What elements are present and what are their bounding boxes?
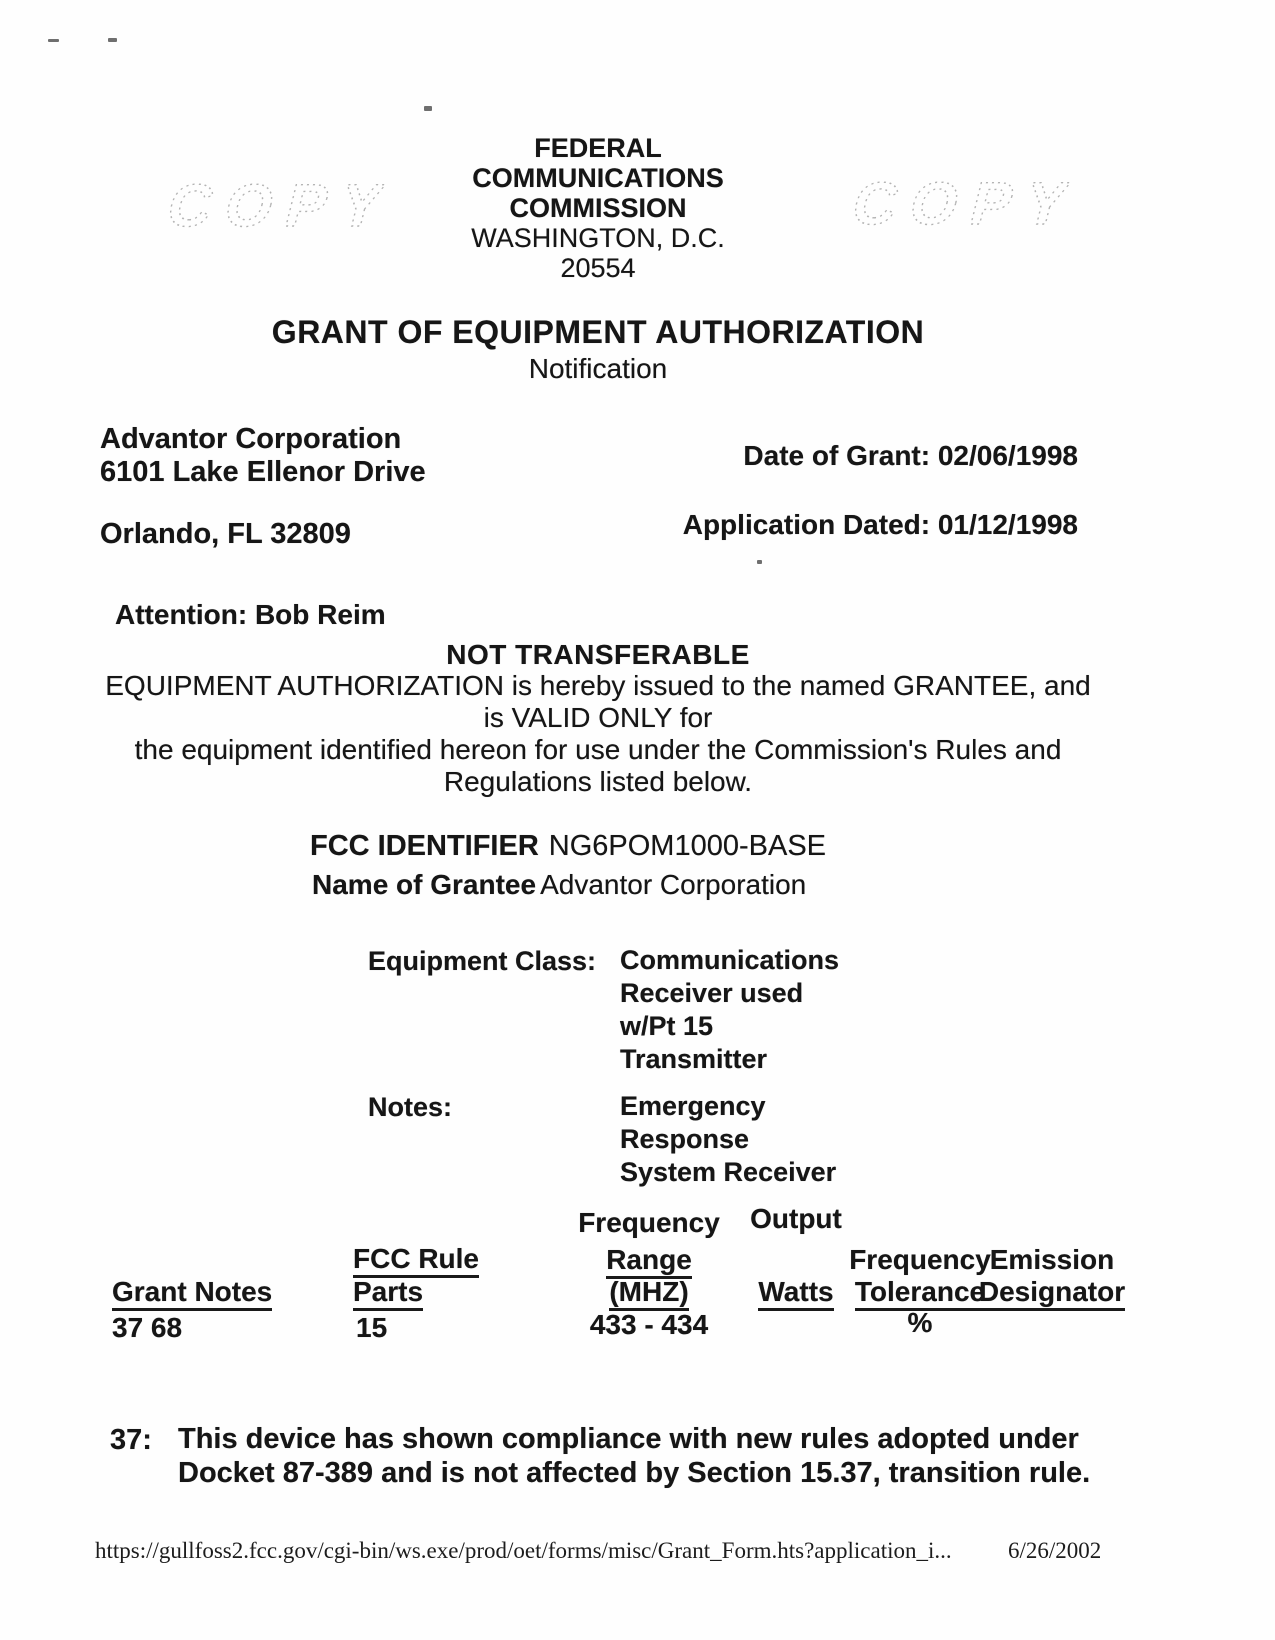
agency-city: WASHINGTON, D.C. (471, 223, 725, 253)
header-emission-designator-word2: Designator (973, 1277, 1131, 1307)
footer-date: 6/26/2002 (1008, 1538, 1102, 1563)
equipment-class-label: Equipment Class: (368, 946, 597, 976)
footer-url: https://gullfoss2.fcc.gov/cgi-bin/ws.exe/prod/oet/forms/misc/Grant_Form.hts?application_i... (95, 1538, 952, 1563)
attention-line: Attention: Bob Reim (115, 599, 386, 630)
equipment-class-value: Communications Receiver used w/Pt 15 Transmitter (620, 945, 840, 1074)
fcc-identifier-line (310, 830, 826, 863)
agency-zip: 20554 (560, 253, 636, 283)
header-grant-notes: Grant Notes (112, 1277, 272, 1307)
scan-artifact (48, 39, 59, 42)
scan-artifact (757, 560, 762, 564)
grant-note-number: 37: (110, 1424, 152, 1456)
header-fcc-rule-word1: FCC Rule (353, 1244, 479, 1274)
header-frequency-tolerance-word1: Frequency (849, 1244, 991, 1275)
scan-artifact (108, 38, 117, 42)
grantee-name: Advantor Corporation (100, 423, 402, 455)
equipment-notes-value: Emergency Response System Receiver (620, 1091, 837, 1187)
scan-artifact (424, 106, 432, 111)
name-of-grantee-line (312, 869, 806, 901)
name-of-grantee-label: Name of Grantee (312, 869, 537, 900)
row-fcc-rule-parts: 15 (356, 1312, 388, 1343)
grantee-city: Orlando, FL 32809 (100, 518, 351, 550)
fcc-identifier-label: FCC IDENTIFIER (310, 830, 539, 862)
header-fcc-rule-word2: Parts (353, 1277, 423, 1307)
row-grant-notes: 37 68 (112, 1312, 183, 1343)
agency-name-line2: COMMUNICATIONS (472, 163, 724, 193)
grantee-street: 6101 Lake Ellenor Drive (100, 456, 426, 488)
application-dated: Application Dated: 01/12/1998 (682, 509, 1078, 540)
fcc-identifier-value: NG6POM1000-BASE (548, 830, 827, 862)
document-title: GRANT OF EQUIPMENT AUTHORIZATION (271, 314, 925, 350)
name-of-grantee-value: Advantor Corporation (540, 869, 807, 900)
header-emission-designator-word1: Emission (989, 1244, 1115, 1275)
row-frequency-tolerance: % (907, 1307, 933, 1338)
header-frequency-range-word2: Range (549, 1245, 749, 1275)
not-transferable-heading: NOT TRANSFERABLE (446, 639, 750, 670)
agency-name-line3: COMMISSION (509, 193, 687, 223)
header-frequency-range-word3: (MHZ) (549, 1277, 749, 1307)
header-frequency-tolerance-word2: Tolerance (845, 1277, 995, 1307)
grant-note-text: This device has shown compliance with new rules adopted under Docket 87-389 and is not affected by Section 15.37, transition rule. (178, 1423, 1091, 1489)
header-output-word1: Output (750, 1203, 842, 1234)
agency-name-line1: FEDERAL (534, 133, 662, 163)
header-output-word2: Watts (721, 1277, 871, 1307)
equipment-notes-label: Notes: (368, 1092, 453, 1122)
authorization-paragraph: EQUIPMENT AUTHORIZATION is hereby issued to the named GRANTEE, and is VALID ONLY for the equipment identified hereon for use under the Commission's Rules and Regulations listed below. (105, 670, 1091, 797)
copy-watermark-text: COPY (160, 171, 404, 239)
row-frequency-range: 433 - 434 (589, 1309, 709, 1340)
date-of-grant: Date of Grant: 02/06/1998 (743, 440, 1078, 471)
header-frequency-range-word1: Frequency (578, 1207, 720, 1238)
document-subtitle: Notification (528, 353, 668, 384)
copy-watermark-text: COPY (845, 169, 1089, 237)
